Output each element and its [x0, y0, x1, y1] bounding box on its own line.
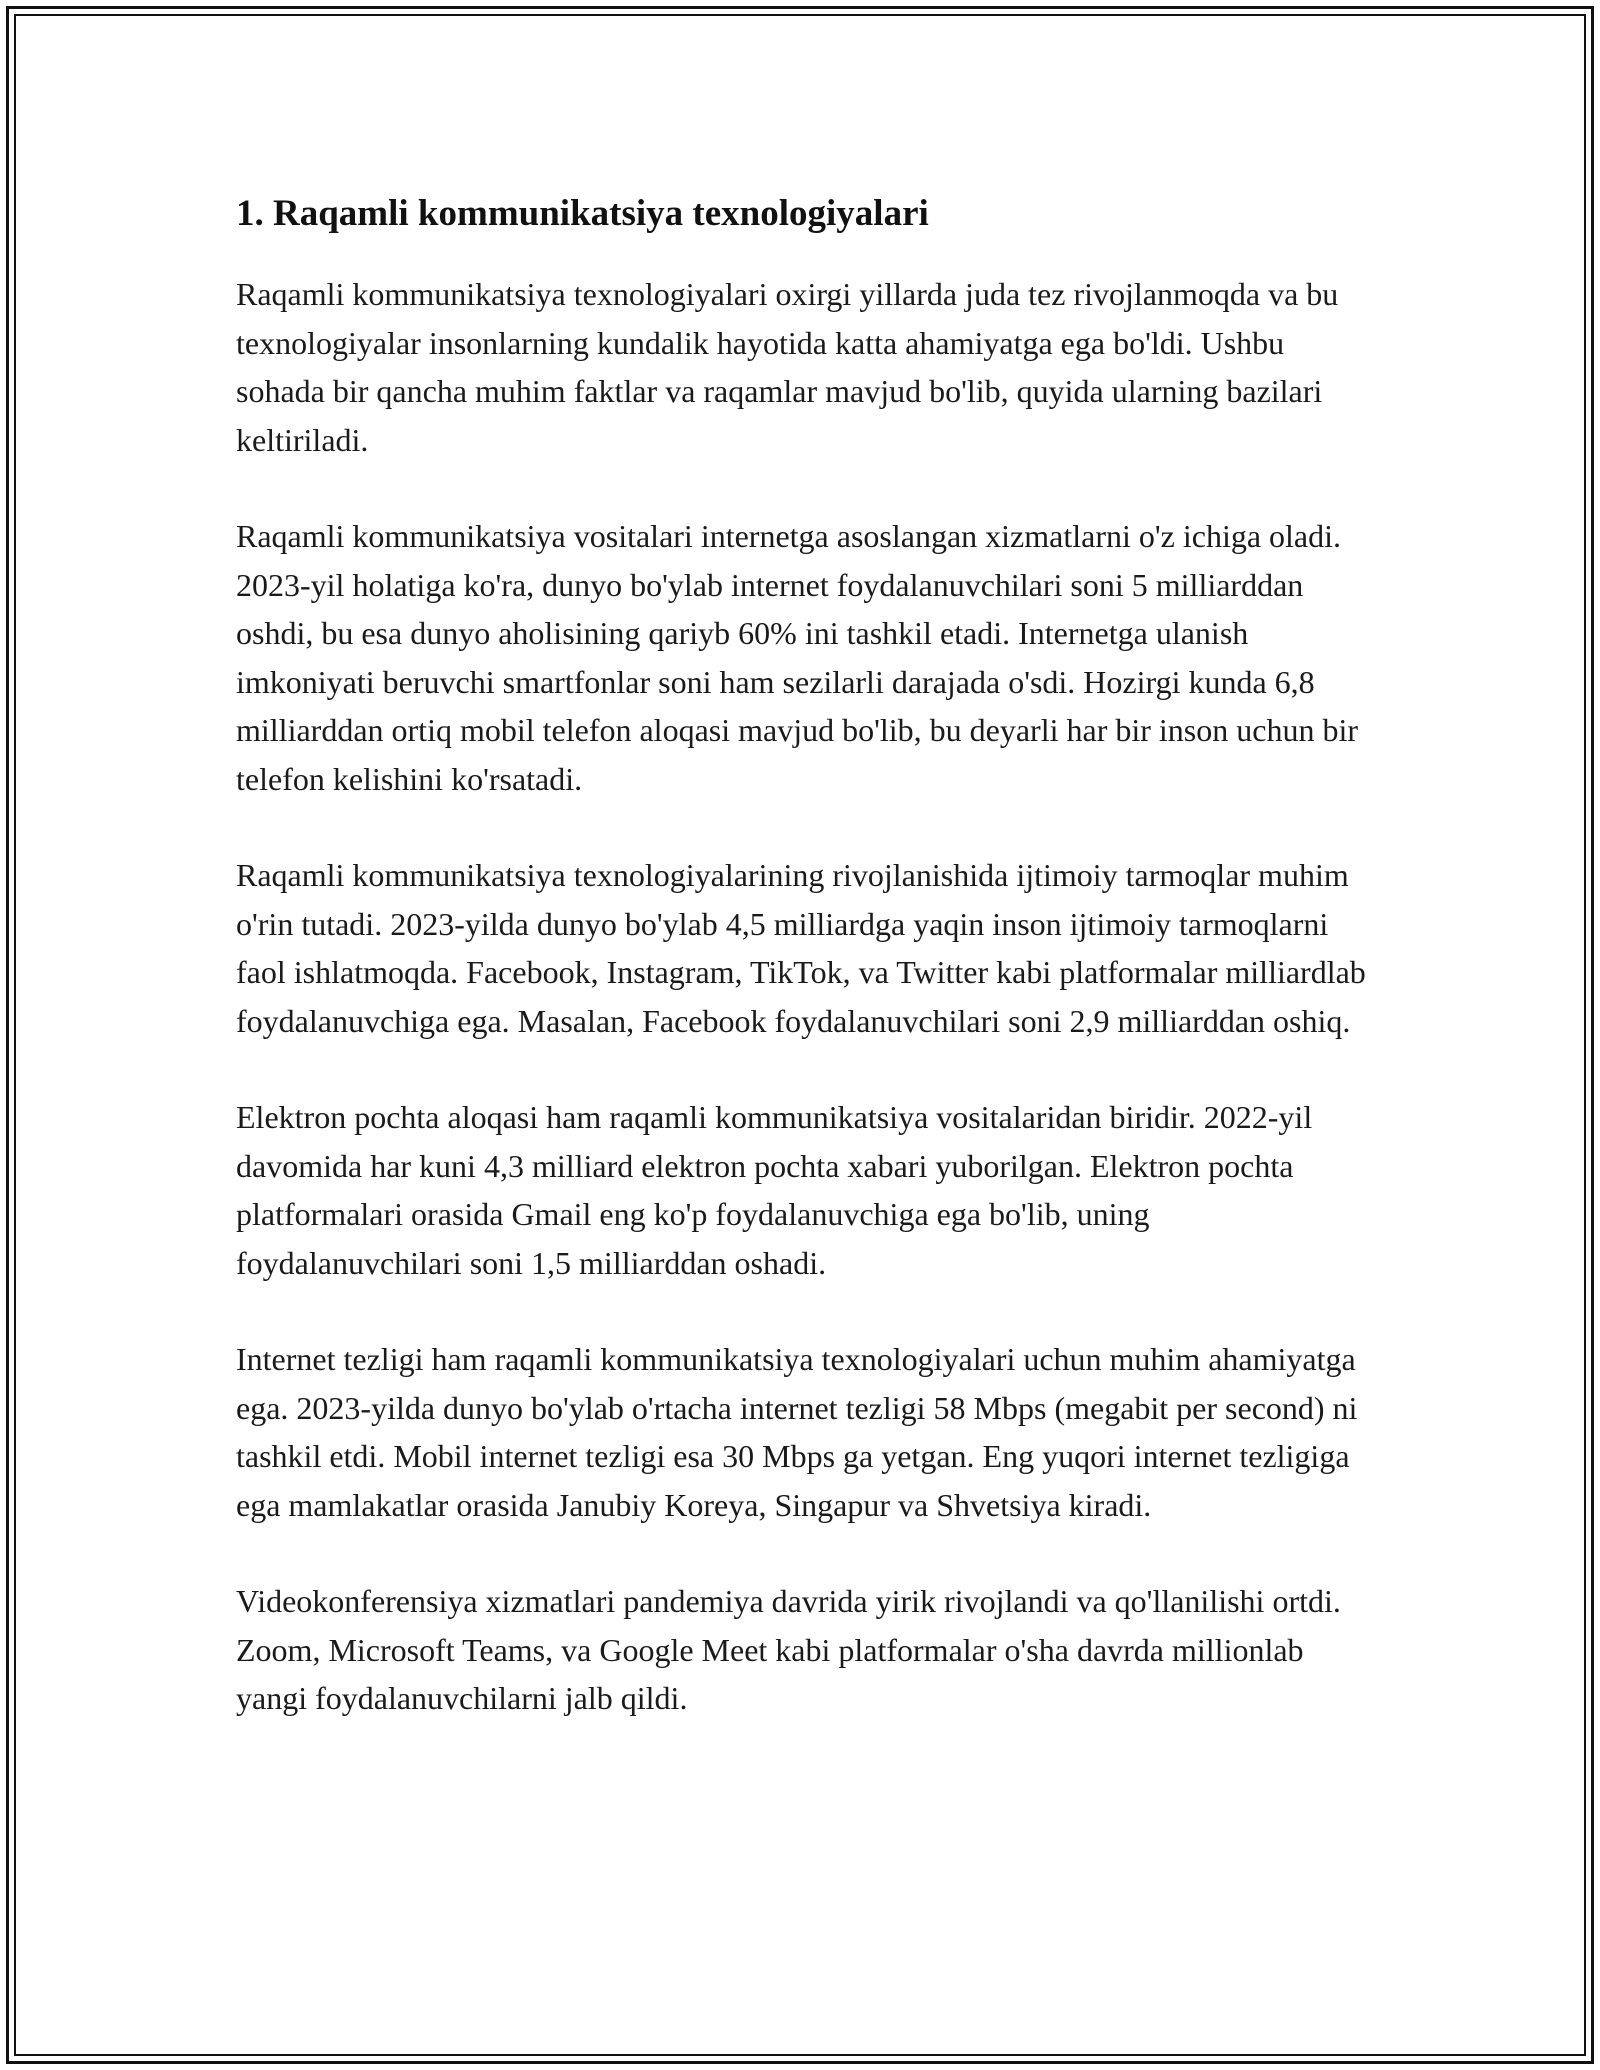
document-body	[236, 186, 1366, 1723]
paragraph-email: Elektron pochta aloqasi ham raqamli kommunikatsiya vositalaridan biridir. 2022-yil davomida har kuni 4,3 milliard elektron pochta xabari yuborilgan. Elektron pochta platformalari orasida Gmail eng ko'p foydalanuvchiga ega bo'lib, uning foydalanuvchilari soni 1,5 milliarddan oshadi.	[236, 1099, 1313, 1281]
paragraph-internet-speed: Internet tezligi ham raqamli kommunikatsiya texnologiyalari uchun muhim ahamiyatga ega. 2023-yilda dunyo bo'ylab o'rtacha internet tezligi 58 Mbps (megabit per second) ni tashkil etdi. Mobil internet tezligi esa 30 Mbps ga yetgan. Eng yuqori internet tezligiga ega mamlakatlar orasida Janubiy Koreya, Singapur va Shvetsiya kiradi.	[236, 1341, 1358, 1523]
paragraph-videoconference: Videokonferensiya xizmatlari pandemiya davrida yirik rivojlandi va qo'llanilishi ortdi. Zoom, Microsoft Teams, va Google Meet kabi platformalar o'sha davrda millionlab yangi foydalanuvchilarni jalb qildi.	[236, 1583, 1341, 1716]
paragraph-social-networks: Raqamli kommunikatsiya texnologiyalarining rivojlanishida ijtimoiy tarmoqlar muhim o'rin tutadi. 2023-yilda dunyo bo'ylab 4,5 milliardga yaqin inson ijtimoiy tarmoqlarni faol ishlatmoqda. Facebook, Instagram, TikTok, va Twitter kabi platformalar milliardlab foydalanuvchiga ega. Masalan, Facebook foydalanuvchilari soni 2,9 milliarddan oshiq.	[236, 857, 1366, 1039]
section-title: 1. Raqamli kommunikatsiya texnologiyalari	[236, 193, 929, 234]
paragraph-intro: Raqamli kommunikatsiya texnologiyalari oxirgi yillarda juda tez rivojlanmoqda va bu texnologiyalar insonlarning kundalik hayotida katta ahamiyatga ega bo'ldi. Ushbu sohada bir qancha muhim faktlar va raqamlar mavjud bo'lib, quyida ularning bazilari keltiriladi.	[236, 276, 1339, 458]
paragraph-internet-users: Raqamli kommunikatsiya vositalari internetga asoslangan xizmatlarni o'z ichiga oladi. 2023-yil holatiga ko'ra, dunyo bo'ylab internet foydalanuvchilari soni 5 milliarddan oshdi, bu esa dunyo aholisining qariyb 60% ini tashkil etadi. Internetga ulanish imkoniyati beruvchi smartfonlar soni ham sezilarli darajada o'sdi. Hozirgi kunda 6,8 milliarddan ortiq mobil telefon aloqasi mavjud bo'lib, bu deyarli har bir inson uchun bir telefon kelishini ko'rsatadi.	[236, 518, 1358, 797]
